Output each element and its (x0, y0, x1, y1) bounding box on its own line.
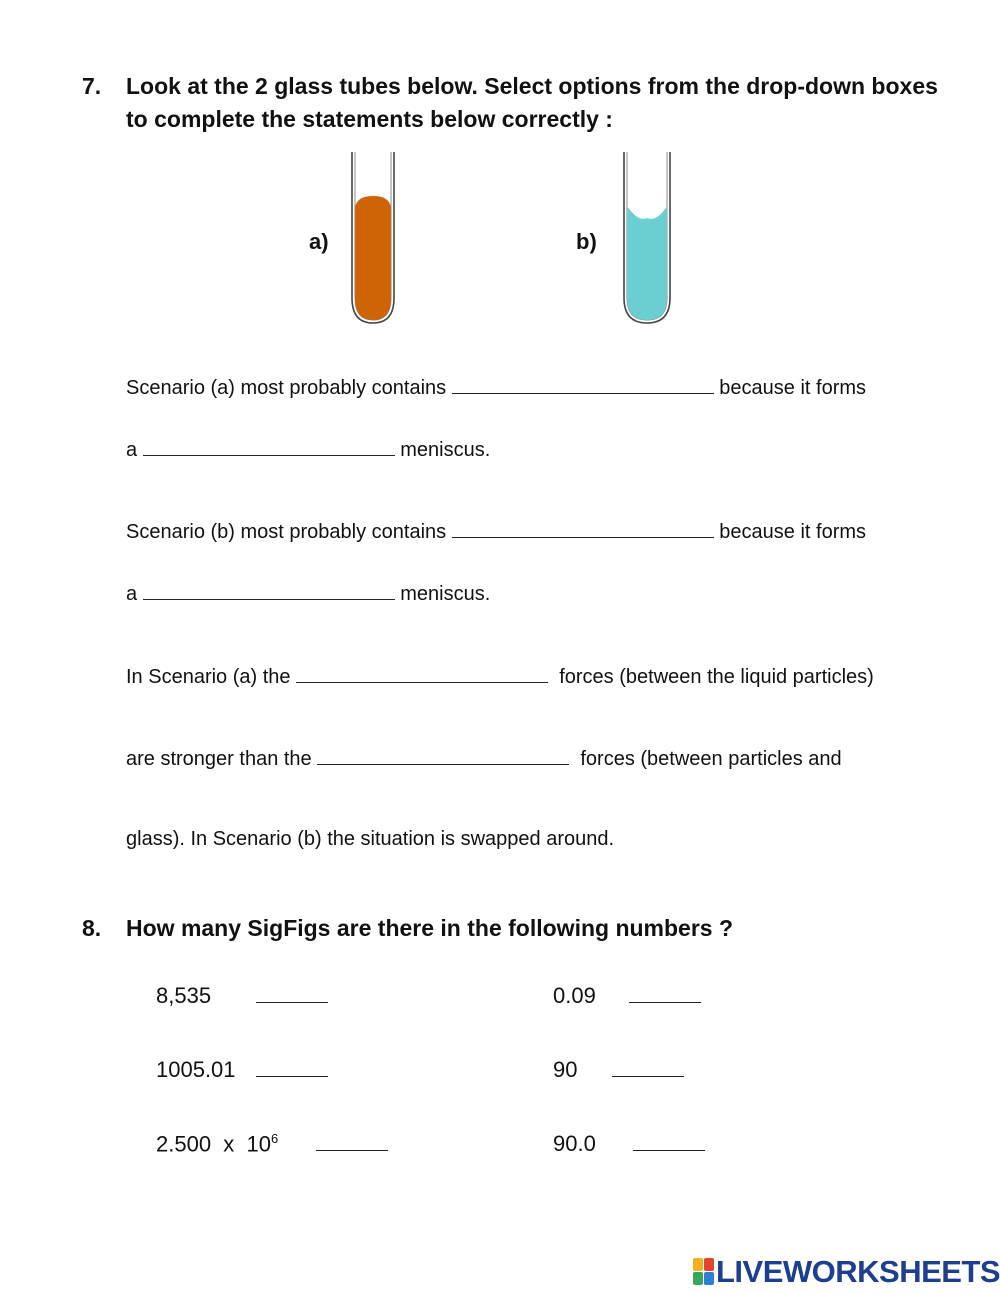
question-8-prompt: How many SigFigs are there in the following numbers ? (126, 915, 734, 941)
dropdown-scenario-b-meniscus[interactable] (143, 581, 395, 600)
tube-b-label: b) (576, 229, 597, 254)
question-7-prompt: Look at the 2 glass tubes below. Select options from the drop-down boxes to complete the statements below correctly : (126, 73, 938, 132)
sigfig-value-4: 90 (553, 1057, 578, 1082)
sigfig-value-5-exponent: 6 (270, 1130, 279, 1146)
in-scenario-a-text: In Scenario (a) the (126, 666, 291, 688)
because-forms-text-b: because it forms (719, 521, 867, 543)
stronger-than-text: are stronger than the (126, 748, 312, 770)
sigfig-answer-2[interactable] (629, 982, 701, 1003)
sigfig-item-5 (156, 1130, 388, 1157)
sigfig-item-4 (553, 1056, 684, 1083)
scenario-b-contains-text: Scenario (b) most probably contains (126, 521, 447, 543)
scenario-b-line-2 (126, 581, 490, 606)
logo-text: LIVEWORKSHEETS (716, 1254, 1000, 1289)
a-word-b: a (126, 583, 138, 605)
sigfig-value-6: 90.0 (553, 1131, 596, 1156)
meniscus-text: meniscus. (400, 439, 491, 461)
forces-line-1 (126, 664, 874, 689)
sigfig-answer-6[interactable] (633, 1130, 705, 1151)
forces-line-2 (126, 746, 842, 771)
tube-a-label: a) (309, 229, 329, 254)
sigfig-answer-3[interactable] (256, 1056, 328, 1077)
dropdown-scenario-a-substance[interactable] (452, 375, 714, 394)
forces-between-glass-text: forces (between particles and (580, 748, 842, 770)
sigfig-value-5 (156, 1131, 316, 1157)
meniscus-text-b: meniscus. (400, 583, 491, 605)
scenario-a-contains-text: Scenario (a) most probably contains (126, 377, 447, 399)
question-8-number: 8. (82, 915, 102, 941)
logo-badge-icon (692, 1257, 716, 1287)
forces-closing-line: glass). In Scenario (b) the situation is swapped around. (126, 828, 615, 850)
question-7-number: 7. (82, 73, 102, 99)
dropdown-force-type-1[interactable] (296, 664, 548, 683)
scenario-b-line-1 (126, 519, 866, 544)
dropdown-force-type-2[interactable] (317, 746, 569, 765)
tube-a-liquid (355, 196, 391, 320)
sigfig-answer-5[interactable] (316, 1130, 388, 1151)
sigfig-answer-1[interactable] (256, 982, 328, 1003)
sigfig-value-3: 1005.01 (156, 1057, 236, 1082)
forces-between-liquid-text: forces (between the liquid particles) (559, 666, 874, 688)
dropdown-scenario-a-meniscus[interactable] (143, 437, 395, 456)
scenario-a-line-1 (126, 375, 866, 400)
sigfig-answer-4[interactable] (612, 1056, 684, 1077)
sigfig-item-6 (553, 1130, 705, 1157)
scenario-a-line-2 (126, 437, 490, 462)
sigfig-item-3 (156, 1056, 328, 1083)
sigfig-value-2: 0.09 (553, 983, 596, 1008)
glass-tube-b (614, 148, 680, 330)
sigfig-item-2 (553, 982, 701, 1009)
sigfig-value-5-base: 2.500 x 10 (156, 1131, 271, 1156)
tube-b-liquid (627, 206, 667, 320)
a-word: a (126, 439, 138, 461)
because-forms-text: because it forms (719, 377, 867, 399)
glass-tube-a (340, 148, 406, 330)
dropdown-scenario-b-substance[interactable] (452, 519, 714, 538)
sigfig-value-1: 8,535 (156, 983, 212, 1008)
liveworksheets-logo (692, 1254, 1000, 1290)
sigfig-item-1 (156, 982, 328, 1009)
